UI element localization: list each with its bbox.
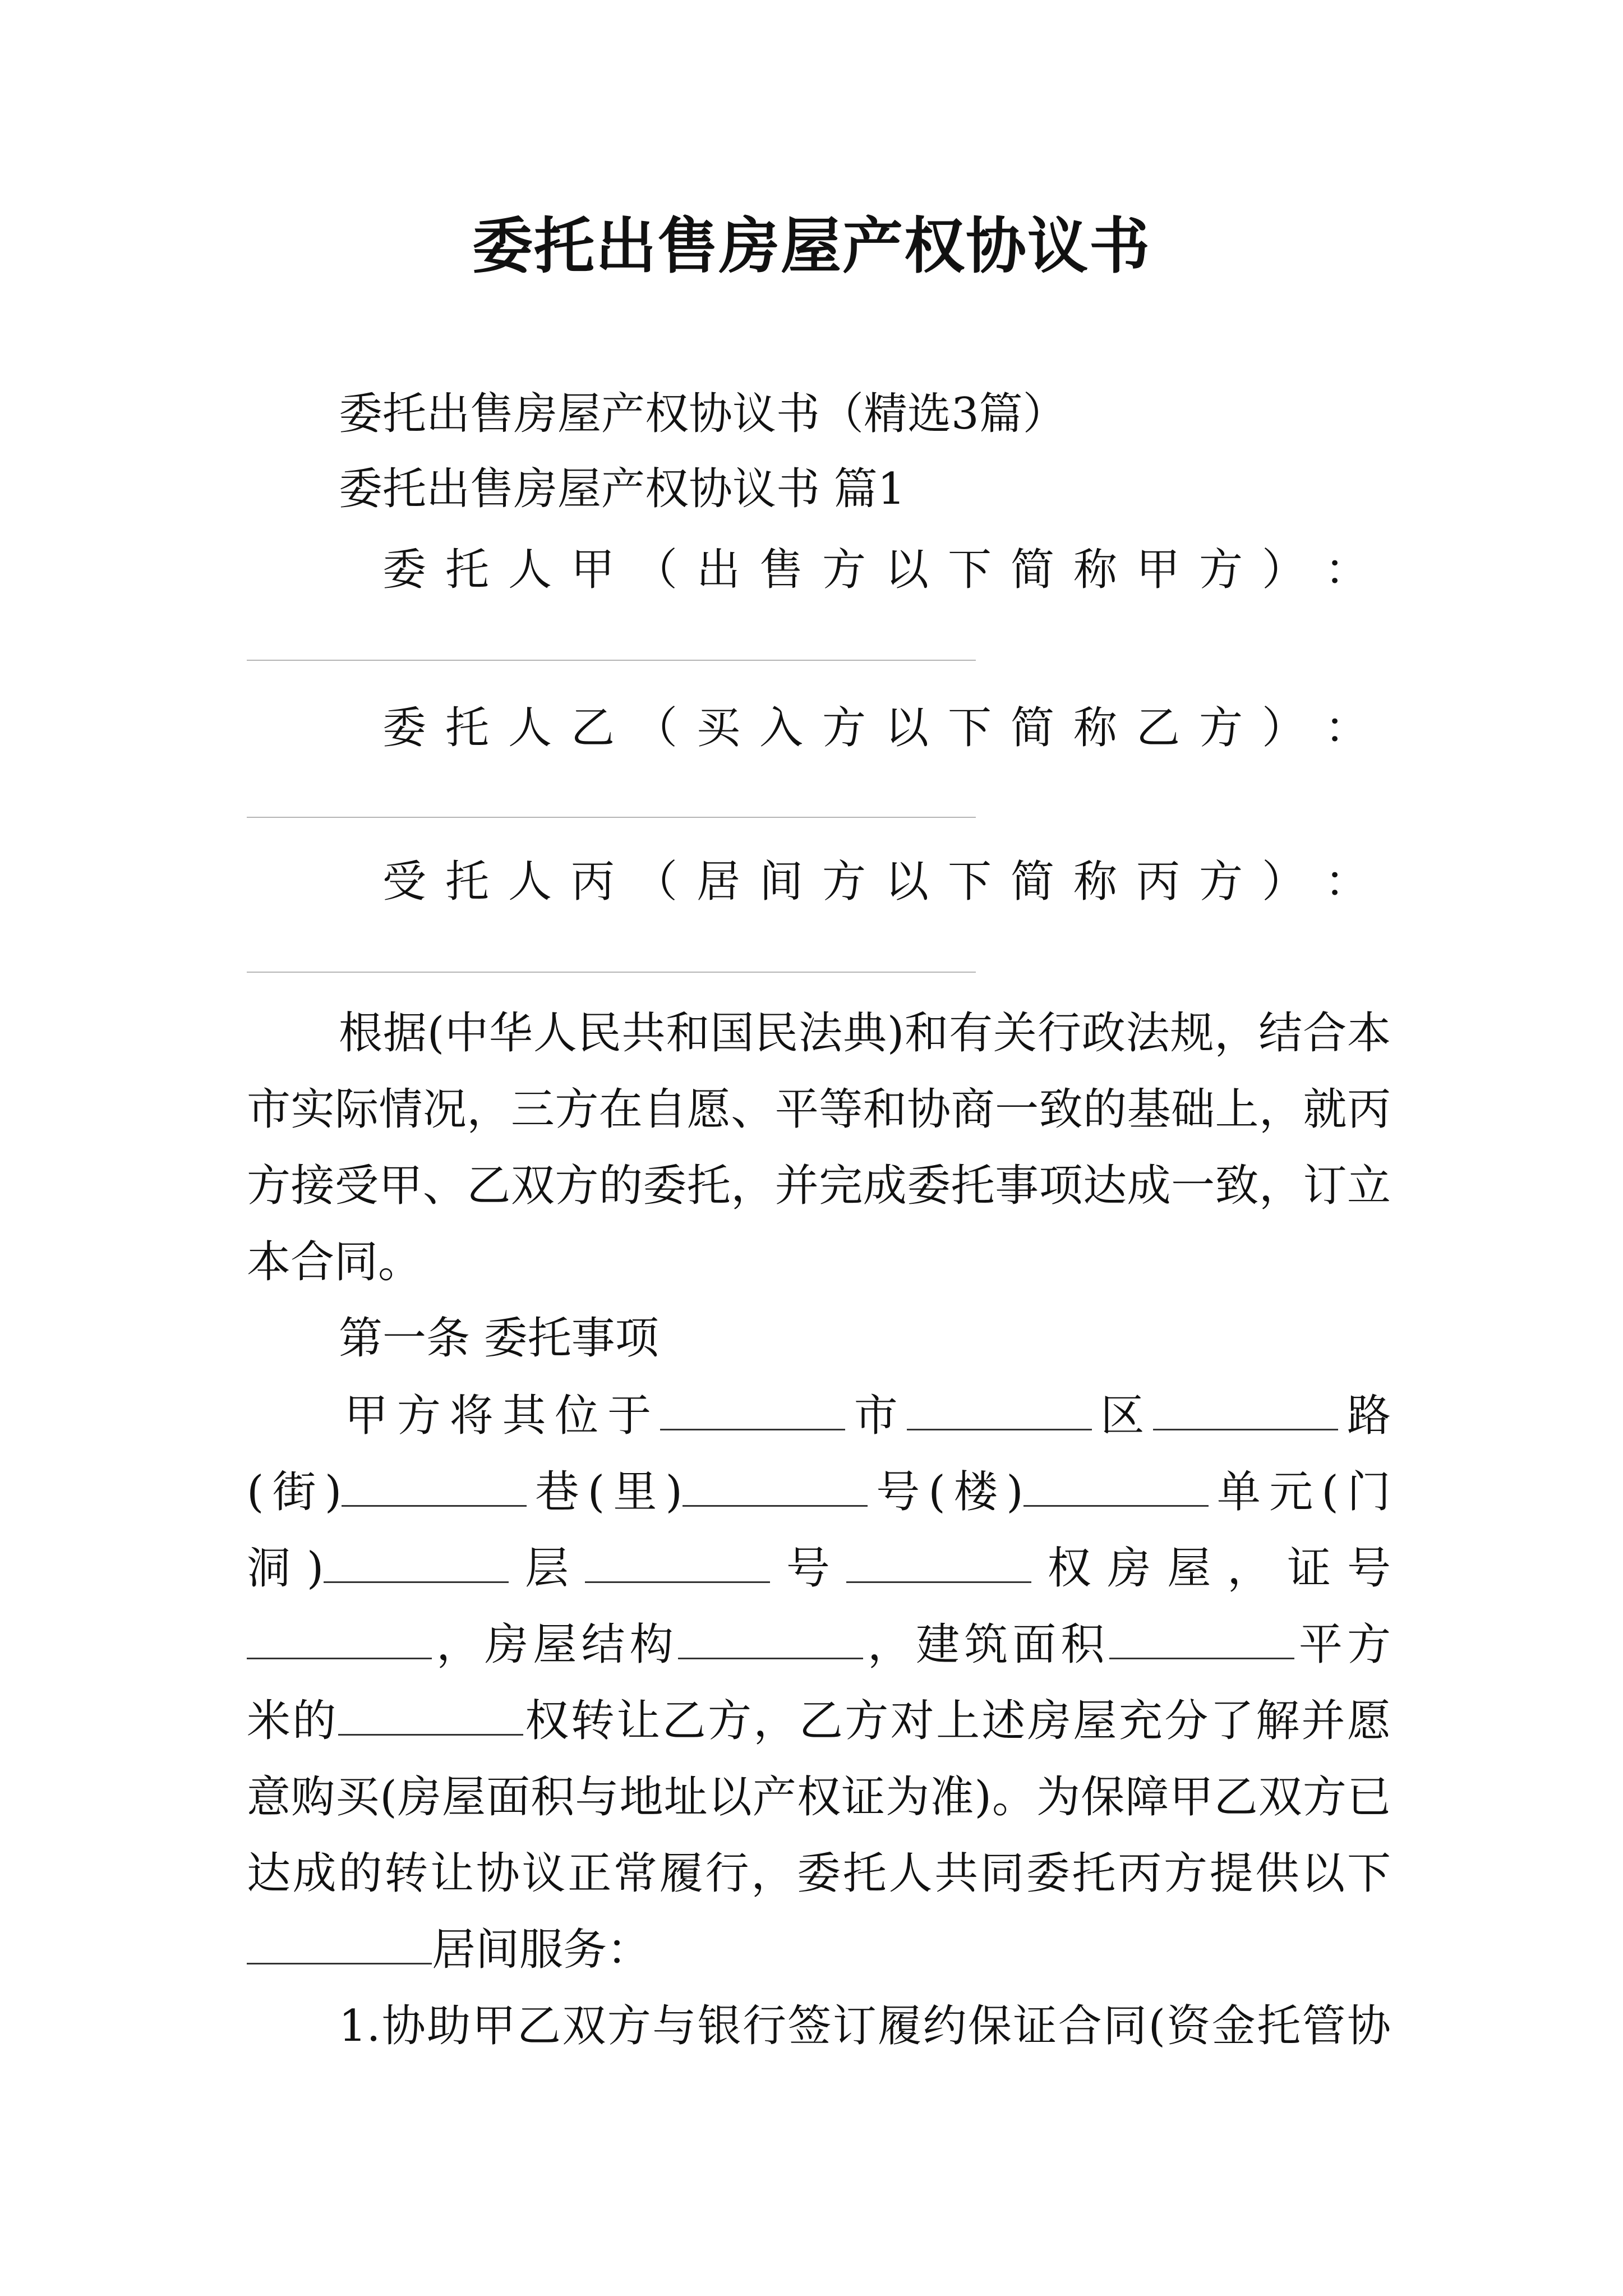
party-c-signature-line (247, 972, 976, 973)
intro-line: 根据(中华人民共和国民法典)和有关行政法规，结合本 (339, 1008, 1391, 1059)
article-1-line: 达成的转让协议正常履行，委托人共同委托丙方提供以下 (247, 1848, 1391, 1899)
article-1-line: (街) 巷(里) 号(楼) 单元(门 (247, 1467, 1391, 1517)
article-1-line: 甲方将其位于 市 区 路 (344, 1391, 1391, 1441)
article-1-line: ，房屋结构 ，建筑面积 平方 (247, 1617, 1391, 1673)
blank-field (907, 1389, 1092, 1430)
blank-field (342, 1466, 527, 1507)
party-a-label: 委 托 人 甲 （ 出 售 方 以 下 简 称 甲 方 ） ： (382, 545, 1368, 595)
party-a-signature-line (247, 660, 976, 661)
intro-line: 方接受甲、乙双方的委托，并完成委托事项达成一致，订立 (247, 1161, 1391, 1211)
article-1-line: 意购买(房屋面积与地址以产权证为准)。为保障甲乙双方已 (247, 1772, 1391, 1823)
blank-field (338, 1695, 523, 1736)
blank-field (247, 1924, 432, 1964)
blank-field (1109, 1618, 1294, 1659)
blank-field (846, 1542, 1031, 1583)
blank-field (678, 1618, 863, 1659)
article-1-line: 米的 权转让乙方，乙方对上述房屋充分了解并愿 (247, 1696, 1391, 1746)
party-b-signature-line (247, 817, 976, 818)
item-1-line: 1.协助甲乙双方与银行签订履约保证合同(资金托管协 (339, 2001, 1391, 2051)
blank-field (1023, 1466, 1209, 1507)
section-heading: 委托出售房屋产权协议书 篇1 (339, 464, 906, 514)
article-1-heading: 第一条 委托事项 (339, 1313, 659, 1364)
blank-field (247, 1618, 432, 1659)
blank-field (324, 1542, 509, 1583)
party-b-label: 委 托 人 乙 （ 买 入 方 以 下 简 称 乙 方 ） ： (382, 703, 1368, 753)
subtitle: 委托出售房屋产权协议书（精选3篇） (339, 389, 1067, 439)
article-1-line: 居间服务： (247, 1922, 1391, 1978)
blank-field (585, 1542, 770, 1583)
blank-field (1153, 1389, 1338, 1430)
intro-line: 市实际情况，三方在自愿、平等和协商一致的基础上，就丙 (247, 1084, 1391, 1135)
blank-field (660, 1389, 845, 1430)
intro-line: 本合同。 (247, 1237, 422, 1287)
blank-field (683, 1466, 868, 1507)
article-1-line: 洞) 层 号 权房屋，证号 (247, 1543, 1391, 1594)
party-c-label: 受 托 人 丙 （ 居 间 方 以 下 简 称 丙 方 ） ： (382, 857, 1368, 907)
document-title: 委托出售房屋产权协议书 (472, 211, 1151, 282)
